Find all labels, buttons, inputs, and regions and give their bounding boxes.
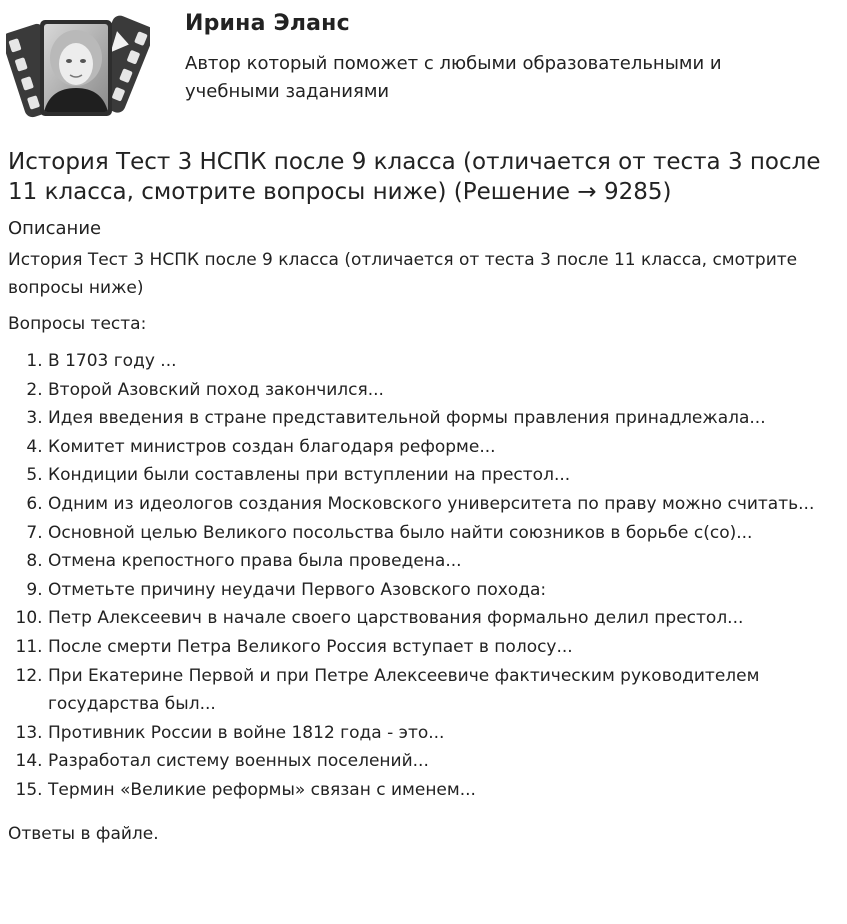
question-item: 1. В 1703 году ...: [48, 347, 840, 376]
question-item: 3. Идея введения в стране представительной формы правления принадлежала...: [48, 404, 840, 433]
question-item: 12. При Екатерине Первой и при Петре Алексеевиче фактическим руководителем государства был...: [48, 662, 840, 719]
answers-note: Ответы в файле.: [8, 823, 159, 844]
question-item: 6. Одним из идеологов создания Московского университета по праву можно считать...: [48, 490, 840, 519]
question-item: 14. Разработал систему военных поселений...: [48, 747, 840, 776]
author-name[interactable]: Ирина Эланс: [185, 11, 350, 36]
question-item: 5. Кондиции были составлены при вступлении на престол...: [48, 461, 840, 490]
question-item: 10. Петр Алексеевич в начале своего царствования формально делил престол...: [48, 604, 840, 633]
author-description: Автор который поможет с любыми образовательными и учебными заданиями: [185, 53, 722, 102]
question-item: 11. После смерти Петра Великого Россия вступает в полосу...: [48, 633, 840, 662]
question-item: 13. Противник России в войне 1812 года - это...: [48, 719, 840, 748]
question-item: 2. Второй Азовский поход закончился...: [48, 376, 840, 405]
question-item: 7. Основной целью Великого посольства было найти союзников в борьбе с(со)...: [48, 519, 840, 548]
avatar-film-frame-image: [6, 8, 150, 126]
description-text: История Тест 3 НСПК после 9 класса (отличается от теста 3 после 11 класса, смотрите вопросы ниже): [8, 250, 798, 298]
description-label: Описание: [8, 218, 102, 239]
page-title: История Тест 3 НСПК после 9 класса (отличается от теста 3 после 11 класса, смотрите вопросы ниже) (Решение → 9285): [8, 149, 821, 205]
questions-list: [8, 347, 840, 805]
questions-heading: Вопросы теста:: [8, 314, 147, 334]
author-card: [0, 0, 847, 140]
question-item: 8. Отмена крепостного права была проведена...: [48, 547, 840, 576]
question-item: 9. Отметьте причину неудачи Первого Азовского похода:: [48, 576, 840, 605]
document-content: [8, 147, 840, 846]
avatar[interactable]: [6, 8, 150, 126]
question-item: 4. Комитет министров создан благодаря реформе...: [48, 433, 840, 462]
question-item: 15. Термин «Великие реформы» связан с именем...: [48, 776, 840, 805]
